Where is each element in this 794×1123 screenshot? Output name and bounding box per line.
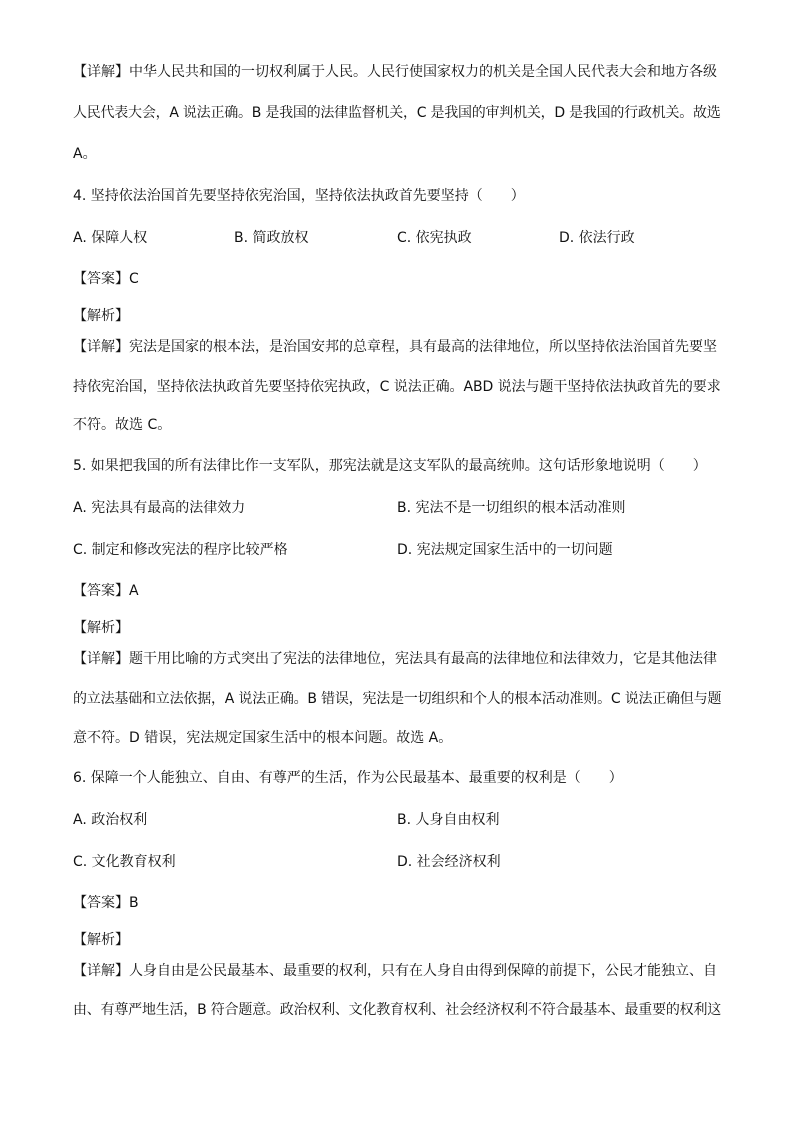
q5-detail-line-1: 【详解】题干用比喻的方式突出了宪法的法律地位，宪法具有最高的法律地位和法律效力，它是其他法律 <box>73 651 717 667</box>
q4-detail-line-2: 持依宪治国，坚持依法执政首先要坚持依宪执政，C 说法正确。ABD 说法与题干坚持依法执政首先的要求 <box>73 379 721 395</box>
q4-answer: 【答案】C <box>73 271 139 287</box>
q5-option-d: D. 宪法规定国家生活中的一切问题 <box>397 542 613 558</box>
q4-detail-line-3: 不符。故选 C。 <box>73 417 172 433</box>
q3-detail-line-3: A。 <box>73 146 97 162</box>
q6-option-b: B. 人身自由权利 <box>397 812 500 828</box>
q4-option-b: B. 简政放权 <box>234 230 309 246</box>
q5-detail-line-2: 的立法基础和立法依据，A 说法正确。B 错误，宪法是一切组织和个人的根本活动准则。C 说法正确但与题 <box>73 691 722 707</box>
q5-analysis-label: 【解析】 <box>73 620 129 636</box>
q3-detail-line-1: 【详解】中华人民共和国的一切权利属于人民。人民行使国家权力的机关是全国人民代表大会和地方各级 <box>73 64 717 80</box>
q4-detail-line-1: 【详解】宪法是国家的根本法，是治国安邦的总章程，具有最高的法律地位，所以坚持依法治国首先要坚 <box>73 339 717 355</box>
q4-option-d: D. 依法行政 <box>559 230 635 246</box>
q4-option-c: C. 依宪执政 <box>397 230 472 246</box>
q5-detail-line-3: 意不符。D 错误，宪法规定国家生活中的根本问题。故选 A。 <box>73 730 453 746</box>
q5-option-c: C. 制定和修改宪法的程序比较严格 <box>73 542 288 558</box>
q6-option-c: C. 文化教育权利 <box>73 854 176 870</box>
q5-stem: 5. 如果把我国的所有法律比作一支军队，那宪法就是这支军队的最高统帅。这句话形象地说明（ ） <box>73 458 707 474</box>
q5-answer: 【答案】A <box>73 583 139 599</box>
q5-option-b: B. 宪法不是一切组织的根本活动准则 <box>397 500 626 516</box>
q5-option-a: A. 宪法具有最高的法律效力 <box>73 500 246 516</box>
q6-option-d: D. 社会经济权利 <box>397 854 501 870</box>
q4-option-a: A. 保障人权 <box>73 230 148 246</box>
q3-detail-line-2: 人民代表大会，A 说法正确。B 是我国的法律监督机关，C 是我国的审判机关，D 是我国的行政机关。故选 <box>73 105 721 121</box>
q6-answer: 【答案】B <box>73 895 139 911</box>
q4-analysis-label: 【解析】 <box>73 308 129 324</box>
q6-detail-line-2: 由、有尊严地生活，B 符合题意。政治权利、文化教育权利、社会经济权利不符合最基本、最重要的权利这 <box>73 1002 722 1018</box>
q6-analysis-label: 【解析】 <box>73 932 129 948</box>
q4-stem: 4. 坚持依法治国首先要坚持依宪治国，坚持依法执政首先要坚持（ ） <box>73 188 525 204</box>
q6-detail-line-1: 【详解】人身自由是公民最基本、最重要的权利，只有在人身自由得到保障的前提下，公民才能独立、自 <box>73 963 717 979</box>
q6-stem: 6. 保障一个人能独立、自由、有尊严的生活，作为公民最基本、最重要的权利是（ ） <box>73 770 623 786</box>
q6-option-a: A. 政治权利 <box>73 812 148 828</box>
